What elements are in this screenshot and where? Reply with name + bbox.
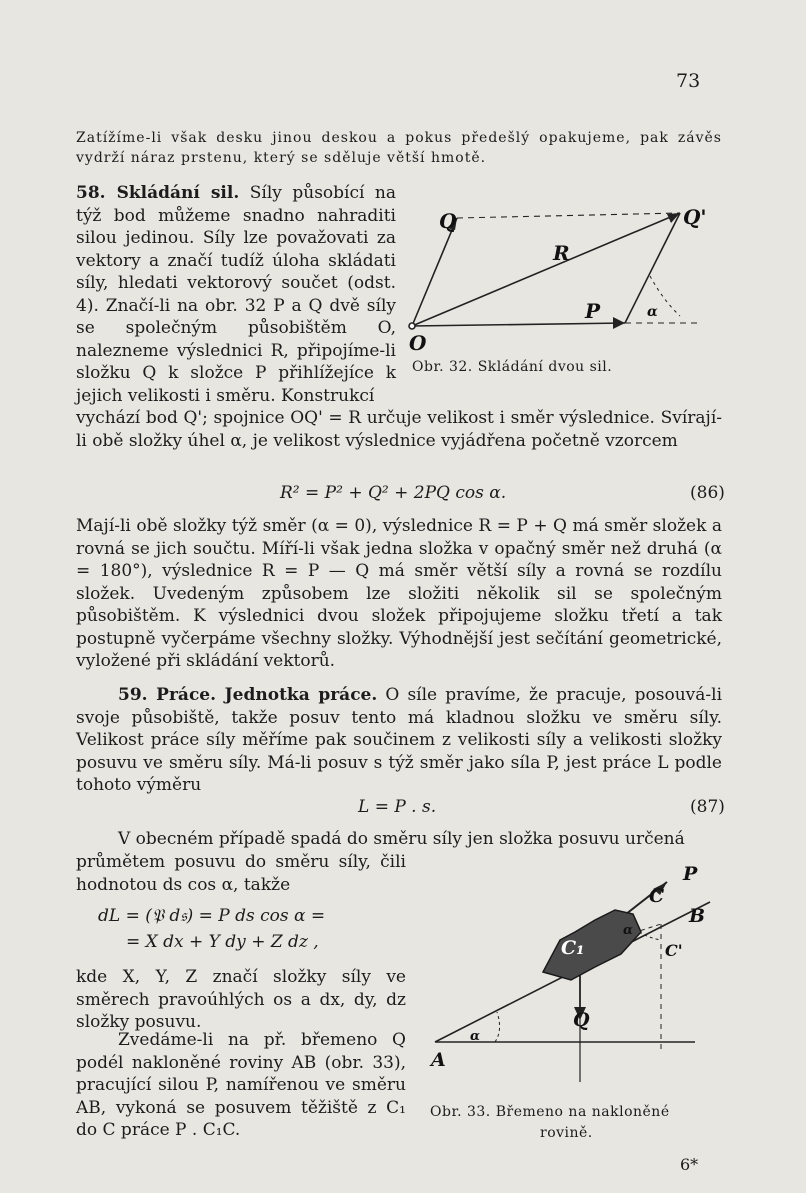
fig33-angle-arc-A	[495, 1012, 500, 1042]
fig32-vector-P	[412, 323, 625, 326]
intro-paragraph: Zatížíme-li však desku jinou deskou a pokus předešlý opakujeme, pak závěs vydrží náraz prstenu, který se sděluje větší hmotě.	[76, 130, 722, 166]
section-59-text2: V obecném případě spadá do směru síly jen složka posuvu určená	[118, 829, 685, 849]
section-59-text4: kde X, Y, Z značí složky síly ve směrech pravoúhlých os a dx, dy, dz složky posuvu.	[76, 967, 406, 1032]
formula-dL-line2: = X dx + Y dy + Z dz ,	[126, 932, 319, 952]
signature-mark: 6*	[680, 1155, 699, 1174]
figure-32	[395, 198, 715, 358]
section-59-text1	[76, 684, 722, 797]
section-59-text3: průmětem posuvu do směru síly, čili hodnotou ds cos α, takže	[76, 852, 406, 895]
fig32-label-Qp: Q'	[683, 205, 707, 229]
section-58-text-full: vychází bod Q'; spojnice OQ' = R určuje velikost i směr výslednice. Svírají-li obě složky úhel α, je velikost výslednice vyjádřena početně vzorcem	[76, 408, 722, 451]
section-59-text5: Zvedáme-li na př. břemeno Q podél nakloněné roviny AB (obr. 33), pracující silou P, namířenou ve směru AB, vykoná se posuvem těžiště z C₁ do C práce P . C₁C.	[76, 1030, 406, 1140]
figure-33-caption-line1: Obr. 33. Břemeno na nakloněné	[430, 1104, 670, 1120]
fig33-label-Q: Q	[573, 1009, 590, 1031]
figure-33-caption-line2: rovině.	[540, 1125, 593, 1141]
formula-86: R² = P² + Q² + 2PQ cos α.	[280, 483, 507, 503]
fig32-dashed-top	[457, 213, 680, 218]
fig32-label-Q: Q	[439, 209, 457, 233]
formula-dL-line1: dL = (𝔓 d𝔰) = P ds cos α =	[98, 906, 326, 926]
formula-87-number: (87)	[690, 797, 725, 817]
fig32-label-P: P	[585, 299, 601, 323]
section-59-body1: O síle pravíme, že pracuje, posouvá-li svoje působiště, takže posuv tento má kladnou složku ve směru síly. Velikost práce síly měříme pak součinem z velikosti síly a velikosti složky posuvu ve směru síly. Má-li posuv s týž směr jako síla P, jest práce L podle tohoto výměru	[76, 685, 723, 795]
fig33-label-B: B	[689, 905, 706, 927]
fig32-arrow-P	[613, 317, 625, 329]
section-58-text-narrow: Síly působící na týž bod můžeme snadno nahraditi silou jedinou. Síly lze považovati za vektory a značí tudíž úloha skládati síly, hledati vektorový součet (odst. 4). Značí-li na obr. 32 P a Q dvě síly se společným působištěm O, nalezneme výslednici R, připojíme-li složku Q k složce P přihlížejíce k jejich velikosti i směru. Konstrukcí	[76, 183, 397, 406]
section-58-narrow-text	[76, 182, 396, 407]
fig32-label-R: R	[553, 241, 570, 265]
figure-32-caption: Obr. 32. Skládání dvou sil.	[412, 359, 613, 375]
section-58-text-after: Mají-li obě složky týž směr (α = 0), výslednice R = P + Q má směr složek a rovná se jich součtu. Míří-li však jedna složka v opačný směr než druhá (α = 180°), výslednice R = P — Q má směr větší síly a rovná se rozdílu složek. Uvedeným způsobem lze složiti několik sil se společným působištěm. K výslednici dvou složek připojujeme složku třetí a tak postupně vyčerpáme všechny složky. Výhodnější jest sečítání geometrické, vyložené při skládání vektorů.	[76, 516, 722, 671]
fig33-label-A: A	[431, 1049, 446, 1071]
fig33-label-Cp: C'	[665, 941, 683, 960]
section-58-heading: 58. Skládání sil.	[76, 183, 240, 203]
fig33-block	[543, 910, 641, 980]
fig33-label-P: P	[683, 863, 698, 885]
fig33-label-alpha-A: α	[470, 1029, 481, 1044]
formula-86-number: (86)	[690, 483, 725, 503]
section-59-heading: 59. Práce. Jednotka práce.	[118, 685, 378, 705]
fig32-label-alpha: α	[647, 304, 658, 320]
page-number: 73	[676, 70, 701, 92]
fig33-label-C1: C₁	[561, 937, 585, 959]
fig33-label-alpha-C: α	[623, 923, 634, 938]
fig32-origin	[409, 323, 415, 329]
fig32-label-O: O	[409, 331, 427, 355]
fig33-label-C: C	[649, 885, 665, 907]
figure-33	[425, 862, 725, 1087]
formula-87: L = P . s.	[358, 797, 437, 817]
